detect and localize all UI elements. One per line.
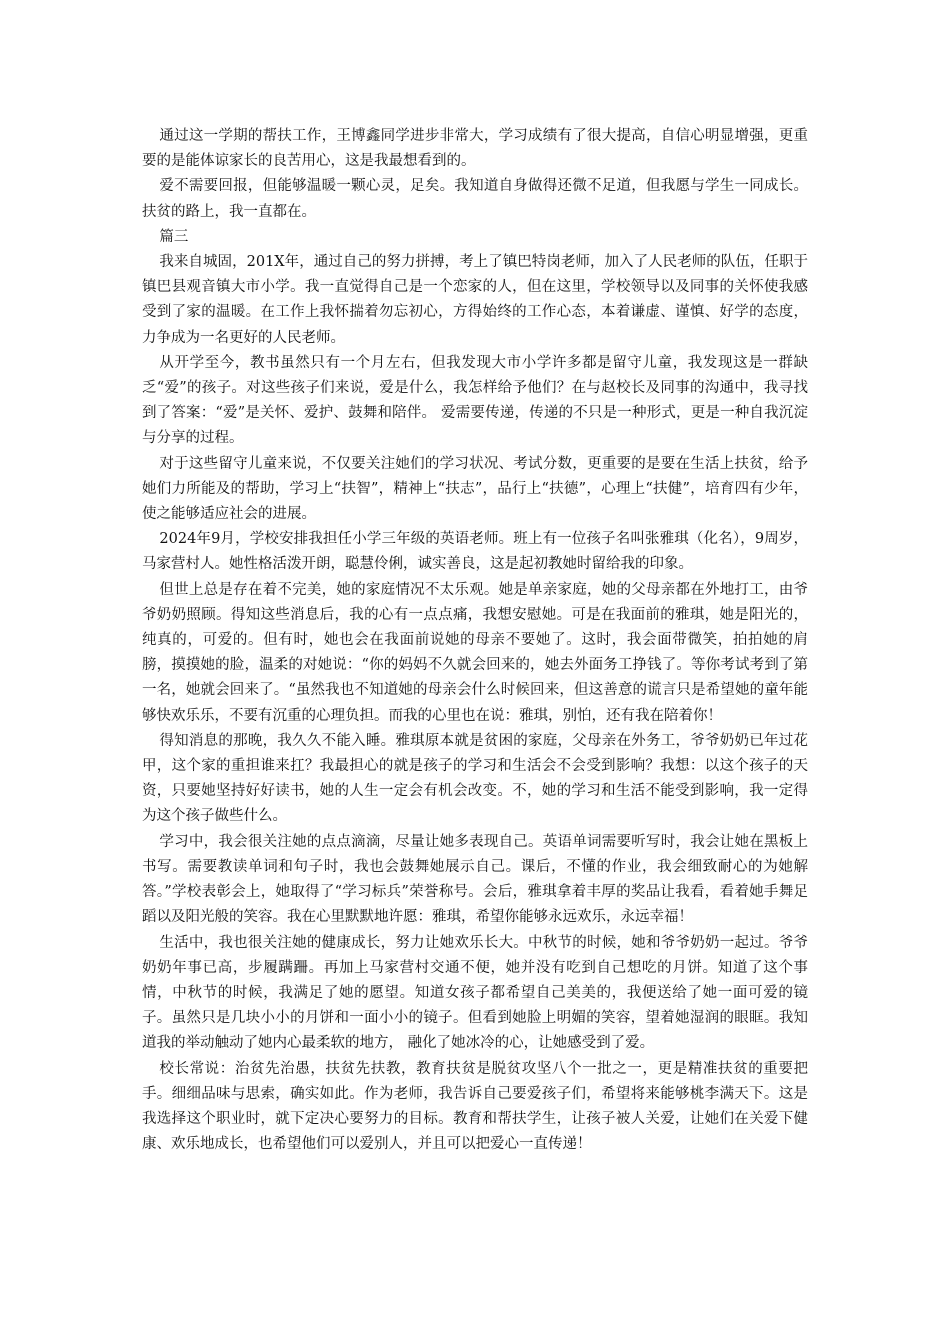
paragraph: 生活中，我也很关注她的健康成长，努力让她欢乐长大。中秋节的时候，她和爷爷奶奶一起过。爷爷奶奶年事已高，步履蹒跚。再加上马家营村交通不便，她并没有吃到自己想吃的月饼。知道了这个事情，中秋节的时候，我满足了她的愿望。知道女孩子都希望自己美美的，我便送给了她一面可爱的镜子。虽然只是几块小小的月饼和一面小小的镜子。但看到她脸上明媚的笑容，望着她湿润的眼眶。我知道我的举动触动了她内心最柔软的地方， 融化了她冰冷的心，让她感受到了爱。 [142, 934, 808, 1052]
paragraph: 对于这些留守儿童来说，不仅要关注她们的学习状况、考试分数，更重要的是要在生活上扶贫，给予她们力所能及的帮助，学习上“扶智”，精神上“扶志”，品行上“扶德”，心理上“扶健”，培育四有少年，使之能够适应社会的进展。 [142, 455, 808, 523]
paragraph: 但世上总是存在着不完美，她的家庭情况不太乐观。她是单亲家庭，她的父母亲都在外地打工，由爷爷奶奶照顾。得知这些消息后，我的心有一点点痛，我想安慰她。可是在我面前的雅琪，她是阳光的，纯真的，可爱的。但有时，她也会在我面前说她的母亲不要她了。这时，我会面带微笑，拍拍她的肩膀，摸摸她的脸，温柔的对她说：“你的妈妈不久就会回来的，她去外面务工挣钱了。等你考试考到了第一名，她就会回来了。“虽然我也不知道她的母亲会什么时候回来，但这善意的谎言只是希望她的童年能够快欢乐乐，不要有沉重的心理负担。而我的心里也在说：雅琪，别怕，还有我在陪着你！ [142, 581, 808, 724]
paragraph: 爱不需要回报，但能够温暖一颗心灵，足矣。我知道自身做得还微不足道，但我愿与学生一同成长。扶贫的路上，我一直都在。 [142, 178, 808, 220]
paragraph: 我来自城固，201X年，通过自己的努力拼搏，考上了镇巴特岗老师，加入了人民老师的队伍，任职于镇巴县观音镇大市小学。我一直觉得自己是一个恋家的人，但在这里，学校领导以及同事的关怀使我感受到了家的温暖。在工作上我怀揣着勿忘初心，方得始终的工作心态，本着谦虚、谨慎、好学的态度，力争成为一名更好的人民老师。 [142, 254, 808, 346]
section-heading: 篇三 [159, 228, 189, 245]
paragraph: 2024年9月，学校安排我担任小学三年级的英语老师。班上有一位孩子名叫张雅琪（化名），9周岁，马家营村人。她性格活泼开朗，聪慧伶俐，诚实善良，这是起初教她时留给我的印象。 [142, 531, 808, 573]
paragraph: 从开学至今，教书虽然只有一个月左右，但我发现大市小学许多都是留守儿童，我发现这是一群缺乏“爱”的孩子。对这些孩子们来说，爱是什么，我怎样给予他们？在与赵校长及同事的沟通中，我寻找到了答案：“爱”是关怀、爱护、鼓舞和陪伴。 爱需要传递，传递的不只是一种形式，更是一种自我沉淀与分享的过程。 [142, 354, 808, 447]
paragraph: 校长常说：治贫先治愚，扶贫先扶教，教育扶贫是脱贫攻坚八个一批之一，更是精准扶贫的重要把手。细细品味与思索，确实如此。作为老师，我告诉自己要爱孩子们，希望将来能够桃李满天下。这是我选择这个职业时，就下定决心要努力的目标。教育和帮扶学生，让孩子被人关爱，让她们在关爱下健康、欢乐地成长，也希望他们可以爱别人，并且可以把爱心一直传递！ [142, 1060, 808, 1153]
paragraph: 学习中，我会很关注她的点点滴滴，尽量让她多表现自己。英语单词需要听写时，我会让她在黑板上书写。需要教读单词和句子时，我也会鼓舞她展示自己。课后，不懂的作业，我会细致耐心的为她解答。”学校表彰会上，她取得了“学习标兵”荣誉称号。会后，雅琪拿着丰厚的奖品让我看，看着她手舞足蹈以及阳光般的笑容。我在心里默默地许愿：雅琪，希望你能够永远欢乐，永远幸福！ [142, 833, 808, 926]
paragraph: 得知消息的那晚，我久久不能入睡。雅琪原本就是贫困的家庭，父母亲在外务工，爷爷奶奶已年过花甲，这个家的重担谁来扛？我最担心的就是孩子的学习和生活会不会受到影响？我想：以这个孩子的天资，只要她坚持好好读书，她的人生一定会有机会改变。不，她的学习和生活不能受到影响，我一定得为这个孩子做些什么。 [142, 732, 808, 825]
paragraph: 通过这一学期的帮扶工作，王博鑫同学进步非常大，学习成绩有了很大提高，自信心明显增强，更重要的是能体谅家长的良苦用心，这是我最想看到的。 [142, 128, 808, 170]
document-body [142, 124, 808, 1157]
